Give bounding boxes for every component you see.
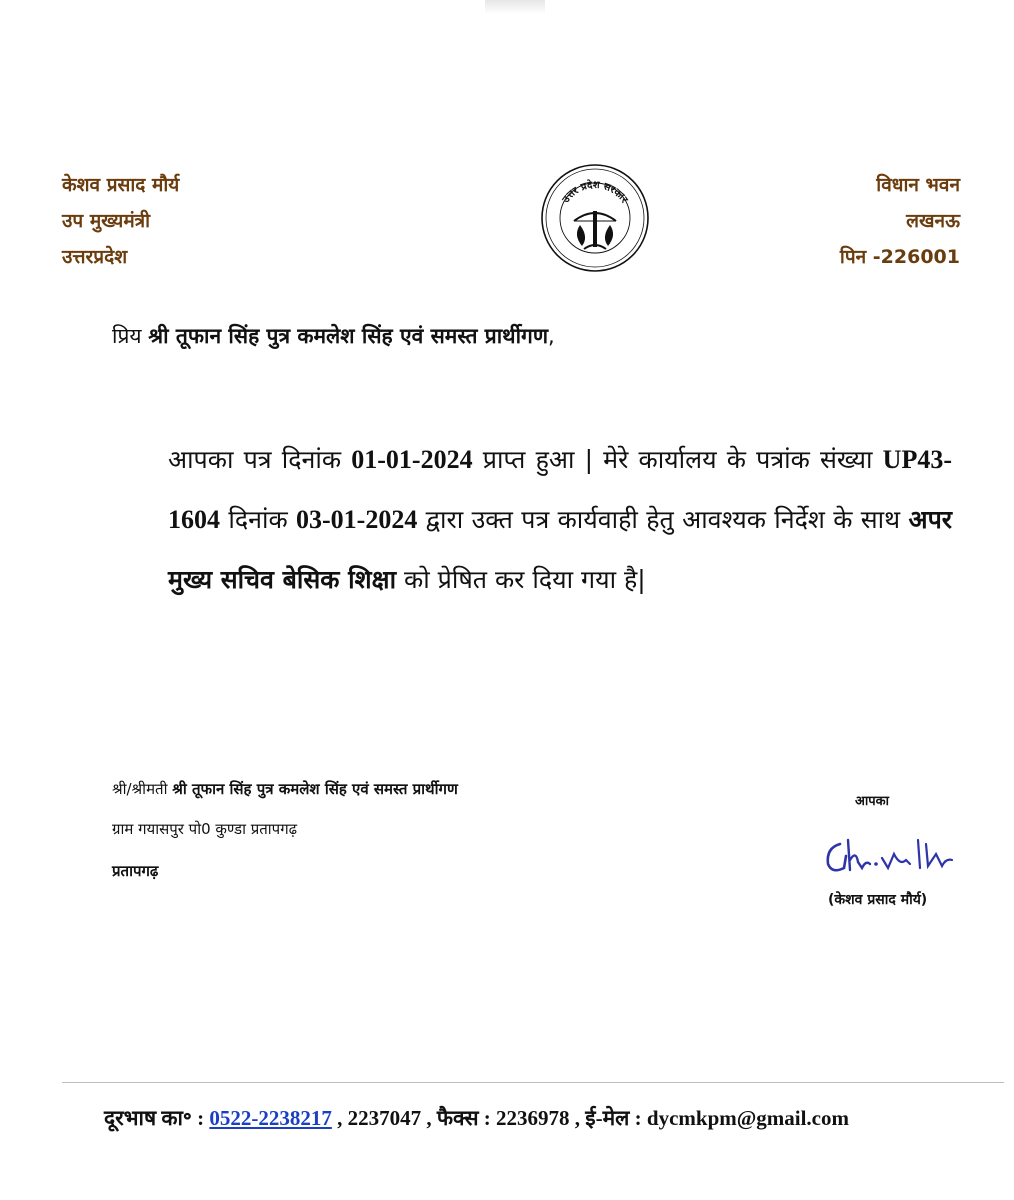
- sender-state: उत्तरप्रदेश: [62, 246, 128, 268]
- recipient-name: श्री तूफान सिंह पुत्र कमलेश सिंह एवं समस्त प्रार्थीगण: [172, 780, 458, 798]
- recipient-name-line: [112, 774, 532, 804]
- top-shadow: [485, 0, 545, 14]
- phone-link[interactable]: 0522-2238217: [209, 1106, 332, 1130]
- sender-header: [62, 167, 179, 275]
- recipient-prefix: श्री/श्रीमती: [112, 780, 173, 798]
- contact-footer: [104, 1104, 849, 1132]
- recipient-address: [112, 774, 532, 886]
- salutation-name: श्री तूफान सिंह पुत्र कमलेश सिंह एवं समस्त प्रार्थीगण: [148, 324, 549, 348]
- sender-name: केशव प्रसाद मौर्य: [62, 174, 180, 196]
- fax-number: 2236978: [496, 1106, 570, 1130]
- up-government-seal-icon: [540, 163, 650, 273]
- email-label: , ई-मेल :: [569, 1106, 647, 1130]
- body-text-5: को प्रेषित कर दिया गया है|: [396, 565, 646, 594]
- recipient-district: प्रतापगढ़: [112, 862, 159, 880]
- recipient-street: ग्राम गयासपुर पो0 कुण्डा प्रतापगढ़: [112, 820, 298, 838]
- body-text-3: दिनांक: [220, 505, 296, 534]
- office-building: विधान भवन: [876, 174, 960, 196]
- closing-label: आपका: [855, 794, 890, 809]
- sender-designation: उप मुख्यमंत्री: [62, 210, 151, 232]
- fax-label: फैक्स :: [436, 1106, 497, 1130]
- office-address-header: [840, 167, 960, 275]
- salutation-prefix: प्रिय: [112, 324, 149, 348]
- salutation: [112, 322, 555, 350]
- reference-date: 03-01-2024: [296, 505, 418, 534]
- office-city: लखनऊ: [906, 210, 960, 232]
- handwritten-signature: [818, 830, 958, 882]
- phone-label: दूरभाष का॰ :: [104, 1106, 210, 1130]
- body-text-1: आपका पत्र दिनांक: [168, 445, 352, 474]
- phone-numbers: , 2237047 ,: [331, 1106, 437, 1130]
- seal-text: उत्तर प्रदेश सरकार: [560, 179, 630, 206]
- letter-date: 01-01-2024: [351, 445, 473, 474]
- body-text-4: द्वारा उक्त पत्र कार्यवाही हेतु आवश्यक निर्देश के साथ: [417, 505, 909, 534]
- email-address: dycmkpm@gmail.com: [646, 1106, 849, 1130]
- signer-name: (केशव प्रसाद मौर्य): [828, 892, 928, 908]
- office-pin: पिन -226001: [839, 246, 960, 268]
- reference-number: UP43-1604: [168, 445, 952, 534]
- footer-divider: [62, 1082, 1004, 1083]
- letter-body: [168, 430, 952, 610]
- salutation-comma: ,: [548, 324, 555, 348]
- body-text-2: प्राप्त हुआ | मेरे कार्यालय के पत्रांक संख्या: [472, 445, 883, 474]
- forwarded-office: अपर मुख्य सचिव बेसिक शिक्षा: [168, 505, 952, 594]
